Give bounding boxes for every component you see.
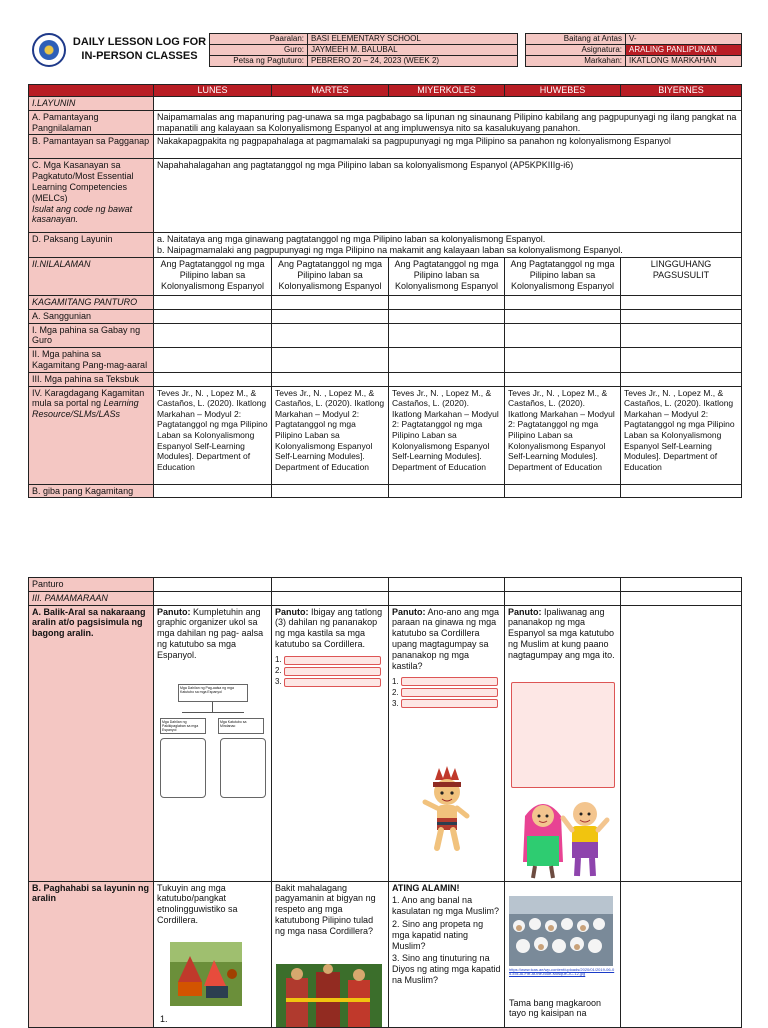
graphic-organizer [158, 684, 266, 796]
alamin-question-2: 2. Sino ang propeta ng mga kapatid nating Muslim? [392, 918, 484, 951]
ating-alamin-heading: ATING ALAMIN! [392, 882, 460, 893]
day-header-lunes: LUNES [154, 85, 272, 97]
cordillera-dancers-photo [276, 964, 382, 1028]
asignatura-label: Asignatura: [526, 45, 626, 56]
organizer-right-box: Mga Katutubo sa Mindanao [218, 718, 264, 734]
iba-pang-label: B. giba pang Kagamitang [29, 484, 154, 498]
kagamitan-heading: KAGAMITANG PANTURO [29, 295, 154, 309]
pamantayan-pagganap-text: Nakakapagpakita ng pagpapahalaga at pagmamalaki sa pagpupunyagi ng mga Pilipino sa panahon ng kolonyalismong Espanyol [154, 135, 742, 159]
paaralan-value: BASI ELEMENTARY SCHOOL [308, 34, 518, 45]
asignatura-value: ARALING PANLIPUNAN [626, 45, 742, 56]
baitang-value: V- [626, 34, 742, 45]
panuto-lunes: Kumpletuhin ang graphic organizer ukol sa mga dahilan ng pag- aalsa ng katutubo sa mga Espanyol. [157, 606, 264, 660]
paksang-layunin-cell [154, 233, 742, 258]
answer-box-2[interactable] [284, 667, 381, 676]
eid-prayer-photo [509, 896, 613, 966]
alamin-question-3: 3. Sino ang tinuturing na Diyos ng ating mga kapatid na Muslim? [392, 953, 501, 985]
pamantayang-pangnilalaman-label: A. Pamantayang Pangnilalaman [29, 110, 154, 135]
paghahabi-martes-text: Bakit mahalagang pagyamanin at bigyan ng respeto ang mga katutubong Pilipino tulad ng mga nasa Cordillera? [275, 882, 376, 936]
cordillera-festival-photo [170, 942, 242, 1006]
melc-note: Isulat ang code ng bawat kasanayan. [32, 203, 133, 225]
balik-aral-huwebes: Panuto: Ipaliwanag ang pananakop ng mga Espanyol sa mga katutubo ng Muslim at kung paano nagtagumpay ang mga ito. [505, 605, 621, 881]
kagamitan-aaral-label: II. Mga pahina sa Kagamitang Pang-mag-aaral [29, 348, 154, 373]
panturo-label: Panturo [29, 578, 154, 592]
nilalaman-biyernes: LINGGUHANG PAGSUSULIT [621, 257, 742, 295]
lesson-log-table [28, 84, 742, 498]
panuto-miyerkoles: Ano-ano ang mga paraan na ginawa ng mga katutubo sa Cordillera upang magtagumpay sa pananakop ng mga kastila? [392, 606, 500, 671]
paaralan-label: Paaralan: [210, 34, 308, 45]
karagdagang-label-cell [29, 386, 154, 484]
petsa-value: PEBRERO 20 – 24, 2023 (WEEK 2) [308, 56, 518, 67]
answer-box-1[interactable] [401, 677, 498, 686]
nilalaman-huwebes: Ang Pagtatanggol ng mga Pilipino laban sa Kolonyalismong Espanyol [505, 257, 621, 295]
alamin-question-1: 1. Ano ang banal na kasulatan ng mga Muslim? [392, 895, 500, 917]
organizer-top-box: Mga Dahilan ng Pag-aalsa ng mga Katutubo sa mga Espanyol [178, 684, 248, 702]
day-header-huwebes: HUWEBES [505, 85, 621, 97]
melc-text: Napahahalagahan ang pagtatanggol ng mga Pilipino laban sa kolonyalismong Espanyol (AP5KPKIIIg-i6) [154, 159, 742, 233]
teksbuk-label: III. Mga pahina sa Teksbuk [29, 372, 154, 386]
day-header-martes: MARTES [272, 85, 389, 97]
melc-label-cell [29, 159, 154, 233]
paghahabi-huwebes-text: Tama bang magkaroon tayo ng kaisipan na [509, 997, 602, 1019]
day-header-biyernes: BIYERNES [621, 85, 742, 97]
photo-source-link[interactable]: https://www.tcas.ae/wp-content/uploads/2020/01/2019-06-05-Eid-Al-Fitr-at-the-Blue-Mosque-JC-12.jpg [509, 966, 615, 977]
layunin-heading: I.LAYUNIN [29, 97, 154, 111]
pamamaraan-heading: III. PAMAMARAAN [29, 591, 154, 605]
balik-aral-martes: Panuto: Ibigay ang tatlong (3) dahilan ng pananakop ng mga kastila sa mga katutubo sa Cordillera. 1. 2. 3. [272, 605, 389, 881]
paksang-layunin-label: D. Paksang Layunin [29, 233, 154, 258]
deped-seal-logo [32, 33, 66, 67]
panuto-martes: Ibigay ang tatlong (3) dahilan ng pananakop ng mga kastila sa mga katutubo sa Cordillera. [275, 606, 383, 649]
answer-lines-martes: 1. 2. 3. [275, 655, 385, 688]
guro-value: JAYMEEH M. BALUBAL [308, 45, 518, 56]
balik-aral-lunes [154, 605, 272, 881]
paghahabi-lunes [154, 881, 272, 1027]
pamantayang-pangnilalaman-text: Naipamamalas ang mapanuring pag-unawa sa mga pagbabago sa lipunan ng sinaunang Pilipino kabilang ang pagpupunyagi ng ilang pangkat na mapanatili ang kalayaan sa Kolonyalismong Espanyol at ang impluwensya nito sa kasalukuyang panahon. [154, 110, 742, 135]
nilalaman-lunes: Ang Pagtatanggol ng mga Pilipino laban sa Kolonyalismong Espanyol [154, 257, 272, 295]
muslim-children-illustration [517, 792, 612, 882]
paghahabi-label: B. Paghahabi sa layunin ng aralin [29, 881, 154, 1027]
paghahabi-huwebes [505, 881, 621, 1027]
paghahabi-martes [272, 881, 389, 1027]
header-info-table [209, 33, 742, 67]
answer-area-huwebes[interactable] [511, 682, 615, 788]
corner-cell [29, 85, 154, 97]
reference-huwebes: Teves Jr., N. , Lopez M., & Castaños, L. (2020). Ikatlong Markahan – Modyul 2: Pagtatanggol ng mga Pilipino Laban sa Kolonyalismong Espanyol Self-Learning Modules]. Department of Education [505, 386, 621, 484]
organizer-left-answer[interactable] [160, 738, 206, 798]
answer-lines-miyerkoles: 1. 2. 3. [392, 676, 501, 709]
petsa-label: Petsa ng Pagtuturo: [210, 56, 308, 67]
gabay-label: I. Mga pahina sa Gabay ng Guro [29, 323, 154, 348]
reference-martes: Teves Jr., N. , Lopez M., & Castaños, L. (2020). Ikatlong Markahan – Modyul 2: Pagtatanggol ng mga Pilipino Laban sa Kolonyalismong Espanyol Self-Learning Modules]. Department of Education [272, 386, 389, 484]
paghahabi-lunes-number: 1. [160, 1013, 168, 1024]
melc-label: C. Mga Kasanayan sa Pagkatuto/Most Essential Learning Competencies (MELCs) [32, 160, 134, 203]
igorot-child-illustration [417, 766, 477, 856]
page-title: DAILY LESSON LOG FOR IN-PERSON CLASSES [72, 36, 207, 63]
paghahabi-lunes-text: Tukuyin ang mga katutubo/pangkat etnolingguwistiko sa Cordillera. [157, 882, 238, 925]
day-header-miyerkoles: MIYERKOLES [389, 85, 505, 97]
organizer-left-box: Mga Dahilan ng Pakikipaglaban sa mga Espanyol [160, 718, 206, 734]
panuto-huwebes: Ipaliwanag ang pananakop ng mga Espanyol sa mga katutubo ng Muslim at kung paano nagtagumpay ang mga ito. [508, 606, 615, 660]
panuto-label: Panuto: [157, 606, 191, 617]
lesson-log-table-continued [28, 577, 742, 1028]
answer-box-3[interactable] [401, 699, 498, 708]
answer-box-1[interactable] [284, 656, 381, 665]
answer-box-2[interactable] [401, 688, 498, 697]
baitang-label: Baitang at Antas [526, 34, 626, 45]
markahan-label: Markahan: [526, 56, 626, 67]
karagdagang-italic: Learning Resource/SLMs/LASs [32, 398, 139, 420]
karagdagang-label: IV. Karagdagang Kagamitan mula sa portal ng [32, 387, 145, 409]
balik-aral-biyernes [621, 605, 742, 881]
sanggunian-label: A. Sanggunian [29, 309, 154, 323]
reference-lunes: Teves Jr., N. , Lopez M., & Castaños, L. (2020). Ikatlong Markahan – Modyul 2: Pagtatanggol ng mga Pilipino Laban sa Kolonyalismong Espanyol Self-Learning Modules]. Department of Education [154, 386, 272, 484]
balik-aral-label: A. Balik-Aral sa nakaraang aralin at/o pagsisimula ng bagong aralin. [29, 605, 154, 881]
answer-box-3[interactable] [284, 678, 381, 687]
guro-label: Guro: [210, 45, 308, 56]
nilalaman-miyerkoles: Ang Pagtatanggol ng mga Pilipino laban sa Kolonyalismong Espanyol [389, 257, 505, 295]
reference-miyerkoles: Teves Jr., N. , Lopez M., & Castaños, L. (2020). Ikatlong Markahan – Modyul 2: Pagtatanggol ng mga Pilipino Laban sa Kolonyalismong Espanyol Self-Learning Modules]. Department of Education [389, 386, 505, 484]
nilalaman-heading: II.NILALAMAN [29, 257, 154, 295]
paghahabi-biyernes [621, 881, 742, 1027]
balik-aral-miyerkoles: Panuto: Ano-ano ang mga paraan na ginawa ng mga katutubo sa Cordillera upang magtagumpay sa pananakop ng mga kastila? 1. 2. 3. [389, 605, 505, 881]
paksang-layunin-b: b. Naipagmamalaki ang pagpupunyagi ng mga Pilipino na makamit ang kalayaan laban sa kolonyalismong Espanyol. [157, 245, 623, 256]
organizer-right-answer[interactable] [220, 738, 266, 798]
markahan-value: IKATLONG MARKAHAN [626, 56, 742, 67]
nilalaman-martes: Ang Pagtatanggol ng mga Pilipino laban sa Kolonyalismong Espanyol [272, 257, 389, 295]
pamantayan-pagganap-label: B. Pamantayan sa Pagganap [29, 135, 154, 159]
paghahabi-miyerkoles [389, 881, 505, 1027]
reference-biyernes: Teves Jr., N. , Lopez M., & Castaños, L. (2020). Ikatlong Markahan – Modyul 2: Pagtatanggol ng mga Pilipino Laban sa Kolonyalismong Espanyol Self-Learning Modules]. Department of Education [621, 386, 742, 484]
paksang-layunin-a: a. Naitataya ang mga ginawang pagtatanggol ng mga Pilipino laban sa kolonyalismong Espanyol. [157, 234, 546, 245]
